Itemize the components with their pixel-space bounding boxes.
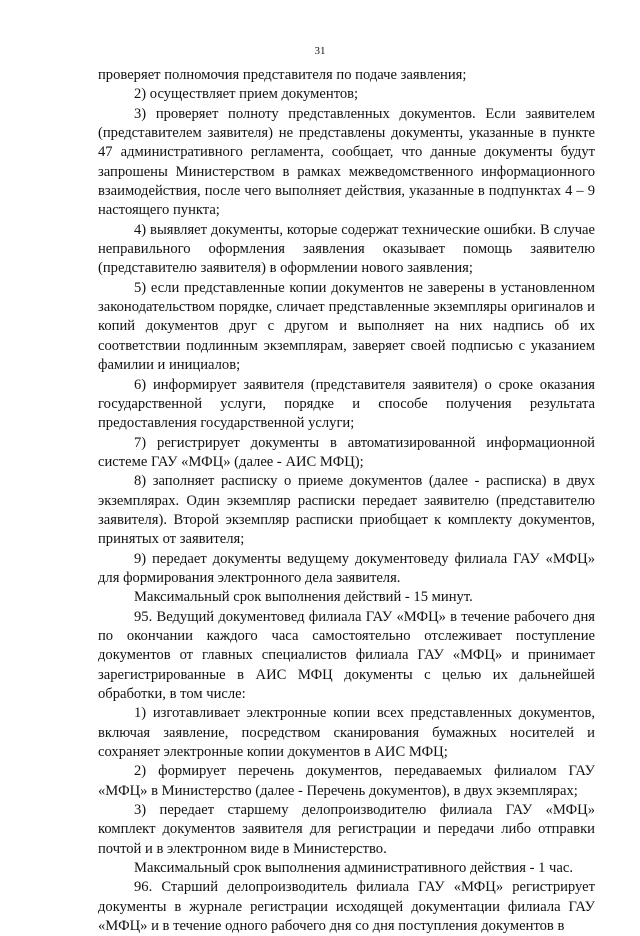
clause-95-item-2: 2) формирует перечень документов, передаваемых филиалом ГАУ «МФЦ» в Министерство (далее - Перечень документов), в двух экземплярах; [98, 763, 595, 799]
page-number: 31 [314, 45, 326, 57]
list-item-5: 5) если представленные копии документов не заверены в установленном законодательством порядке, сличает представленные экземпляры оригиналов и копий документов друг с другом и выполняет на них надпись об их соответствии подлинным экземплярам, заверяет своей подписью с указанием фамилии и инициалов; [98, 279, 595, 374]
clause-95-item-1: 1) изготавливает электронные копии всех представленных документов, включая заявление, посредством сканирования бумажных носителей и сохраняет электронные копии документов в АИС МФЦ; [98, 705, 595, 761]
list-item-7: 7) регистрирует документы в автоматизированной информационной системе ГАУ «МФЦ» (далее - АИС МФЦ); [98, 434, 595, 470]
paragraph-continuation: проверяет полномочия представителя по подаче заявления; [98, 67, 467, 83]
list-item-4: 4) выявляет документы, которые содержат технические ошибки. В случае неправильного оформления заявления оказывает помощь заявителю (представителю заявителя) в оформлении нового заявления; [98, 221, 595, 277]
list-item-2: 2) осуществляет прием документов; [134, 86, 359, 103]
time-limit-note: Максимальный срок выполнения административного действия - 1 час. [134, 860, 573, 877]
time-limit-note: Максимальный срок выполнения действий - 15 минут. [134, 589, 473, 606]
list-item-6: 6) информирует заявителя (представителя заявителя) о сроке оказания государственной услуги, порядке и способе получения результата предоставления государственной услуги; [98, 376, 595, 432]
clause-95: 95. Ведущий документовед филиала ГАУ «МФЦ» в течение рабочего дня по окончании каждого часа самостоятельно отслеживает поступление документов от главных специалистов филиала ГАУ «МФЦ» и принимает зарегистрированные в АИС МФЦ документы с целью их дальнейшей обработки, в том числе: [98, 608, 595, 702]
clause-95-item-3: 3) передает старшему делопроизводителю филиала ГАУ «МФЦ» комплект документов заявителя для регистрации и передачи либо отправки почтой и в электронном виде в Министерство. [98, 802, 595, 857]
clause-96: 96. Старший делопроизводитель филиала ГАУ «МФЦ» регистрирует документы в журнале регистрации исходящей документации филиала ГАУ «МФЦ» и в течение одного рабочего дня со дня поступления документов в [98, 879, 595, 935]
list-item-9: 9) передает документы ведущему документоведу филиала ГАУ «МФЦ» для формирования электронного дела заявителя. [98, 550, 595, 586]
list-item-8: 8) заполняет расписку о приеме документов (далее - расписка) в двух экземплярах. Один экземпляр расписки передает заявителю (представителю заявителя). Второй экземпляр расписки приобщает к комплекту документов, принятых от заявителя; [98, 473, 595, 548]
list-item-3: 3) проверяет полноту представленных документов. Если заявителем (представителем заявителя) не представлены документы, указанные в пункте 47 административного регламента, сообщает, что данные документы будут запрошены Министерством в рамках межведомственного информационного взаимодействия, после чего выполняет действия, указанные в подпунктах 4 – 9 настоящего пункта; [98, 105, 595, 219]
document-body [98, 66, 595, 936]
